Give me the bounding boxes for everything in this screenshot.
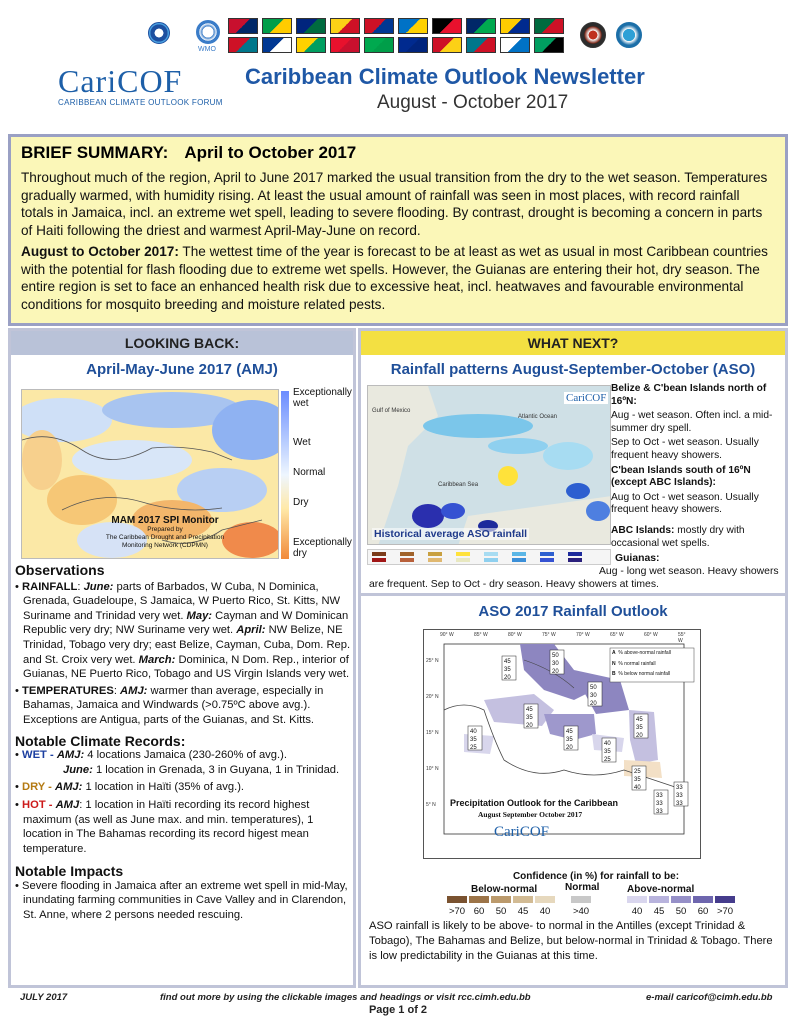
- svg-text:40: 40: [634, 785, 641, 791]
- what-next-panel: [358, 328, 788, 988]
- svg-text:40: 40: [604, 741, 611, 747]
- confidence-value: >40: [572, 906, 590, 917]
- wmo-logo-icon[interactable]: [196, 20, 220, 44]
- svg-text:20: 20: [552, 669, 559, 675]
- footer-email-link[interactable]: e-mail caricof@cimh.edu.bb: [646, 992, 773, 1003]
- svg-text:35: 35: [526, 715, 533, 721]
- confidence-swatch: [571, 896, 591, 903]
- member-flag-icon: [500, 37, 530, 53]
- belize-title: Belize & C'bean Islands north of 16ºN:: [611, 383, 767, 407]
- lon-tick-label: 55° W: [678, 632, 686, 644]
- summary-paragraph-1: Throughout much of the region, April to June 2017 marked the usual transition from the dry to the wet season. Temperatures gradually warmed, with humidity rising. At least the usual amount of rainfall was seen in most places, with record rainfall totals in Jamaica, incl. an extreme wet spell, leading to severe flooding. By contrast, drought is becoming a concern in parts of Haiti following the driest and warmest April-May-June on record.: [21, 170, 768, 238]
- amj-title[interactable]: April-May-June 2017 (AMJ): [86, 361, 278, 378]
- lat-tick-label: 5° N: [426, 802, 436, 808]
- confidence-value: 45: [517, 906, 529, 917]
- aso-outlook-map[interactable]: [423, 629, 701, 859]
- lon-tick-label: 65° W: [610, 632, 624, 638]
- svg-text:33: 33: [676, 785, 683, 791]
- member-flag-icon: [398, 37, 428, 53]
- looking-back-heading[interactable]: LOOKING BACK:: [11, 331, 353, 355]
- svg-text:45: 45: [526, 707, 533, 713]
- member-flag-icon: [364, 37, 394, 53]
- svg-text:35: 35: [566, 737, 573, 743]
- confidence-value: 45: [653, 906, 665, 917]
- confidence-value: 60: [697, 906, 709, 917]
- historical-caption: Historical average ASO rainfall: [374, 528, 528, 540]
- summary-forecast-lead: August to October 2017:: [21, 244, 179, 259]
- svg-text:33: 33: [656, 809, 663, 815]
- lat-tick-label: 15° N: [426, 730, 439, 736]
- outlook-title[interactable]: ASO 2017 Rainfall Outlook: [478, 603, 668, 620]
- svg-text:35: 35: [634, 777, 641, 783]
- conf-below-label: Below-normal: [471, 884, 538, 895]
- svg-text:25: 25: [604, 757, 611, 763]
- svg-text:20: 20: [590, 701, 597, 707]
- guianas-title: Guianas:: [615, 553, 660, 564]
- lon-tick-label: 70° W: [576, 632, 590, 638]
- svg-text:20: 20: [504, 675, 511, 681]
- member-flag-icon: [364, 18, 394, 34]
- svg-text:45: 45: [504, 659, 511, 665]
- confidence-swatch: [535, 896, 555, 903]
- summary-heading: BRIEF SUMMARY: April to October 2017: [21, 143, 357, 162]
- precip-outlook-sub: August September October 2017: [478, 810, 583, 819]
- footer-more-info-link[interactable]: find out more by using the clickable images and headings or visit rcc.cimh.edu.bb: [160, 992, 531, 1003]
- confidence-swatch: [671, 896, 691, 903]
- confidence-swatch: [693, 896, 713, 903]
- map-brand: CariCOF: [566, 392, 607, 404]
- looking-back-panel: [8, 328, 356, 988]
- key-below: B % below normal rainfall: [612, 671, 671, 677]
- impact-item: • Severe flooding in Jamaica after an extreme wet spell in mid-May, inundating farming communities in Cave Valley and in Clarendon, St. Anne, where 2 persons needed rescuing.: [15, 879, 348, 922]
- newsletter-title: Caribbean Climate Outlook Newsletter: [245, 64, 645, 89]
- rainfall-observation: • RAINFALL: June: parts of Barbados, W Cuba, N Dominica, Grenada, Guadeloupe, S Jamaica, W Puerto Rico, St. Kitts, NW Suriname and Trinidad very wet. May: Cayman and W Dominican Republic very dry; NW Suriname very wet. April: NW Belize, NE Trinidad, Tobago very dry; east Belize, Cayman, Cuba, Dom. Rep. and St. Croix very wet. March: Dominica, N Dom. Rep., interior of Guianas, NE Puerto Rico, Tobago and US Virgin Islands very wet.: [15, 580, 351, 681]
- member-flag-icon: [500, 18, 530, 34]
- confidence-swatch: [469, 896, 489, 903]
- lat-tick-label: 25° N: [426, 658, 439, 664]
- svg-text:35: 35: [636, 725, 643, 731]
- svg-text:33: 33: [656, 801, 663, 807]
- spi-legend-dry: Dry: [293, 497, 309, 508]
- temperature-observation: • TEMPERATURES: AMJ: warmer than average, especially in Bahamas, Jamaica and Windwards (>0.75ºC above avg.). Exceptions are Antigua, parts of the Guianas, and St. Kitts.: [15, 684, 324, 726]
- historical-aso-map[interactable]: [367, 385, 611, 545]
- newsletter-period: August - October 2017: [377, 92, 569, 113]
- summary-paragraph-2: August to October 2017: The wettest time of the year is forecast to be at least as wet as usual in most Caribbean countries with the potential for flash flooding due to extreme wet spells. However, the Guianas are entering their hot, dry season. The entire region is set to face an enhanced health risk due to excessive heat, incl. heatwaves and favourable environmental conditions for mosquito breeding and moisture related pests.: [21, 244, 768, 312]
- map-label-atlantic: Atlantic Ocean: [518, 414, 558, 420]
- caricof-seal-icon[interactable]: [580, 22, 606, 48]
- dry-record: • DRY - AMJ: 1 location in Haïti (35% of avg.).: [15, 781, 245, 794]
- spi-legend-exceptionally-dry: Exceptionally dry: [293, 537, 352, 559]
- svg-text:20: 20: [566, 745, 573, 751]
- lon-tick-label: 85° W: [474, 632, 488, 638]
- svg-text:45: 45: [566, 729, 573, 735]
- what-next-heading[interactable]: WHAT NEXT?: [361, 331, 785, 355]
- confidence-value: 40: [539, 906, 551, 917]
- section-divider: [361, 593, 785, 596]
- wmo-logo-text: WMO: [198, 46, 216, 53]
- svg-text:45: 45: [636, 717, 643, 723]
- outlook-summary-text: ASO rainfall is likely to be above- to normal in the Antilles (except Trinidad & Tobago), The Bahamas and Belize, but below-normal in Trinidad & Tobago. There is low predictability in the Guianas at this time.: [369, 920, 773, 962]
- confidence-value: 40: [631, 906, 643, 917]
- newsletter-header: [0, 0, 796, 128]
- south-islands-title: C'bean Islands south of 16ºN (except ABC Islands):: [611, 464, 751, 489]
- svg-text:33: 33: [676, 801, 683, 807]
- page-footer: [0, 990, 796, 1030]
- svg-text:35: 35: [604, 749, 611, 755]
- impacts-title[interactable]: Notable Impacts: [15, 863, 124, 880]
- confidence-value: 60: [473, 906, 485, 917]
- south-islands-text: Aug to Oct - wet season. Usually frequent heavy showers.: [611, 491, 759, 516]
- member-flag-icon: [466, 18, 496, 34]
- lat-tick-label: 20° N: [426, 694, 439, 700]
- spi-credit-3: Monitoring Network (CDPMN): [122, 542, 208, 549]
- svg-text:20: 20: [526, 723, 533, 729]
- wet-record: • WET - AMJ: 4 locations Jamaica (230-260% of avg.).: [15, 749, 287, 762]
- svg-text:40: 40: [470, 729, 477, 735]
- lon-tick-label: 80° W: [508, 632, 522, 638]
- lon-tick-label: 75° W: [542, 632, 556, 638]
- svg-text:50: 50: [590, 685, 597, 691]
- spi-legend-normal: Normal: [293, 467, 326, 478]
- confidence-swatch: [627, 896, 647, 903]
- spi-credit-1: Prepared by: [147, 526, 183, 533]
- belize-aug: Aug - wet season. Often incl. a mid-summer dry spell.: [611, 410, 773, 434]
- spi-legend-exceptionally-wet: Exceptionally wet: [293, 387, 352, 409]
- spi-legend: [277, 387, 357, 563]
- brand-wordmark: CariCOF: [58, 63, 183, 99]
- member-flag-icon: [262, 18, 292, 34]
- brief-summary-box: [8, 134, 788, 326]
- wet-record-june: June: 1 location in Grenada, 3 in Guyana, 1 in Trinidad.: [63, 763, 340, 776]
- confidence-swatch: [715, 896, 735, 903]
- member-flag-icon: [262, 37, 292, 53]
- lat-tick-labels: [426, 650, 446, 840]
- confidence-value: 50: [495, 906, 507, 917]
- member-flag-icon: [534, 37, 564, 53]
- observations-title[interactable]: Observations: [15, 562, 105, 578]
- rainfall-patterns-title[interactable]: Rainfall patterns August-September-October (ASO): [390, 361, 756, 378]
- page-number: Page 1 of 2: [368, 1004, 428, 1016]
- map-label-caribbean: Caribbean Sea: [438, 482, 479, 488]
- svg-text:25: 25: [470, 745, 477, 751]
- member-flag-icon: [534, 18, 564, 34]
- confidence-value: >70: [716, 906, 734, 917]
- member-flag-icon: [228, 37, 258, 53]
- confidence-swatch: [447, 896, 467, 903]
- footer-date: JULY 2017: [20, 992, 68, 1003]
- observations-section: [15, 563, 351, 923]
- conf-normal-label: Normal: [565, 882, 600, 893]
- brand-tagline: CARIBBEAN CLIMATE OUTLOOK FORUM: [58, 98, 223, 107]
- confidence-value: 50: [675, 906, 687, 917]
- svg-text:35: 35: [470, 737, 477, 743]
- summary-period: April to October 2017: [184, 143, 357, 162]
- member-flag-icon: [432, 37, 462, 53]
- outlook-key: [612, 648, 694, 680]
- confidence-swatch: [649, 896, 669, 903]
- member-flag-icon: [296, 37, 326, 53]
- member-flag-icon: [330, 18, 360, 34]
- noaa-logo-icon[interactable]: [148, 22, 170, 44]
- spi-credit-2: The Caribbean Drought and Precipitation: [105, 534, 225, 541]
- hot-record: • HOT - AMJ: 1 location in Haïti recording its record highest maximum (as well as June max. and min. temperatures), 1 location in The Bahamas recording its record higest mean temperature.: [15, 798, 314, 855]
- key-normal: N % normal rainfall: [612, 660, 656, 667]
- spi-color-scale: [281, 391, 289, 559]
- confidence-swatch: [491, 896, 511, 903]
- member-flag-icon: [398, 18, 428, 34]
- svg-text:30: 30: [590, 693, 597, 699]
- svg-text:35: 35: [504, 667, 511, 673]
- member-flag-icon: [228, 18, 258, 34]
- records-title[interactable]: Notable Climate Records:: [15, 732, 186, 749]
- svg-text:20: 20: [636, 733, 643, 739]
- key-above: A % above-normal rainfall: [612, 650, 671, 656]
- cimh-logo-icon[interactable]: [616, 22, 642, 48]
- outlook-brand: CariCOF: [494, 824, 550, 840]
- belize-sep: Sep to Oct - wet season. Usually frequent heavy showers.: [611, 437, 759, 461]
- lon-tick-labels: [440, 632, 690, 642]
- member-flag-icon: [296, 18, 326, 34]
- spi-caption-block: [85, 515, 245, 550]
- map-label-gulf: Gulf of Mexico: [372, 408, 411, 414]
- confidence-color-bars: [447, 896, 747, 916]
- guianas-text: Guianas: Aug - long wet season. Heavy showers are frequent. Sep to Oct - dry season. Heavy showers at times.: [369, 553, 779, 590]
- svg-text:25: 25: [634, 769, 641, 775]
- caricof-brand-logo[interactable]: [58, 64, 228, 112]
- svg-text:33: 33: [656, 793, 663, 799]
- lon-tick-label: 60° W: [644, 632, 658, 638]
- spi-legend-wet: Wet: [293, 437, 311, 448]
- confidence-value: >70: [448, 906, 466, 917]
- svg-text:50: 50: [552, 653, 559, 659]
- confidence-title: Confidence (in %) for rainfall to be:: [512, 871, 680, 882]
- aso-climatology-text: [611, 383, 787, 550]
- member-flag-icon: [432, 18, 462, 34]
- spi-caption: MAM 2017 SPI Monitor: [111, 515, 219, 526]
- member-flag-icon: [330, 37, 360, 53]
- member-flag-icon: [466, 37, 496, 53]
- confidence-swatch: [513, 896, 533, 903]
- svg-text:30: 30: [552, 661, 559, 667]
- member-flags: [228, 18, 568, 58]
- confidence-legend: [431, 871, 761, 916]
- abc-islands: ABC Islands: mostly dry with occasional wet spells.: [611, 524, 745, 549]
- lon-tick-label: 90° W: [440, 632, 454, 638]
- precip-outlook-title: Precipitation Outlook for the Caribbean: [450, 798, 619, 808]
- svg-text:33: 33: [676, 793, 683, 799]
- lat-tick-label: 10° N: [426, 766, 439, 772]
- conf-above-label: Above-normal: [627, 884, 695, 895]
